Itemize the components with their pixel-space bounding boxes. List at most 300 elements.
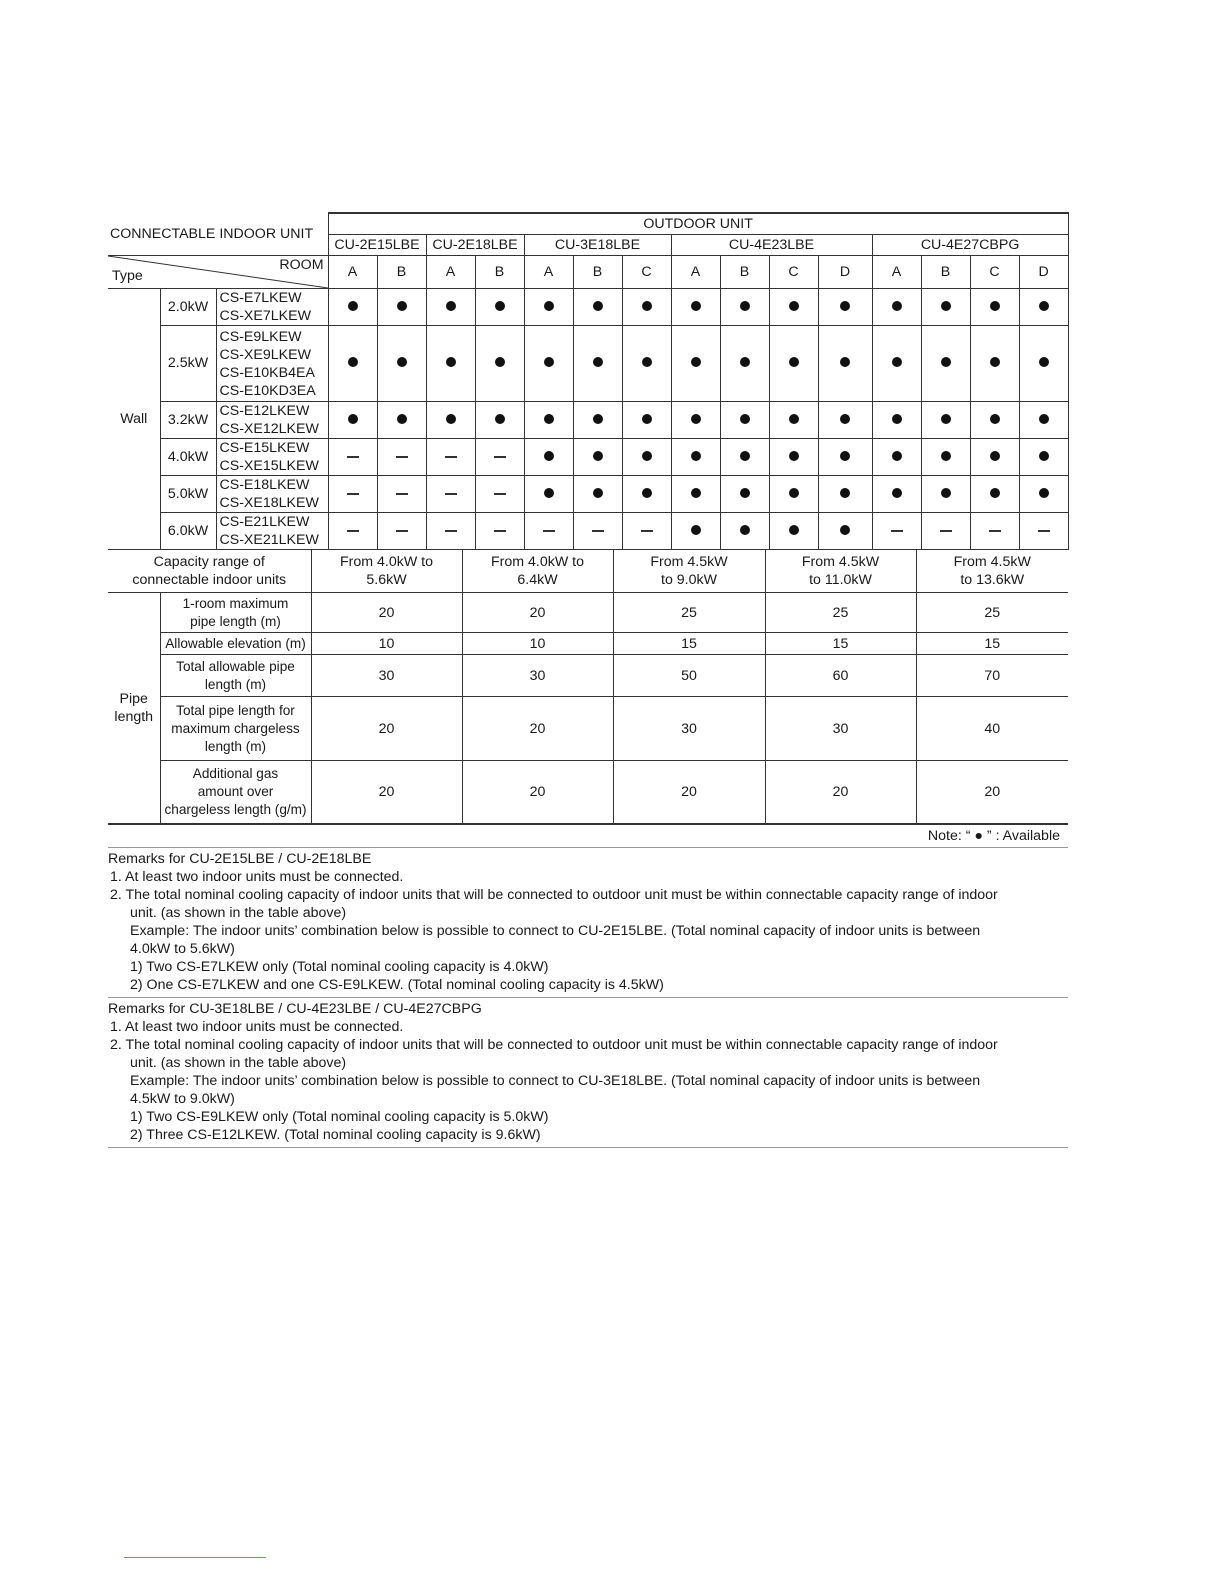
unavailable-dash-icon <box>347 456 359 458</box>
available-cell <box>769 289 818 326</box>
available-dot-icon <box>642 488 652 498</box>
connectable-units-table <box>108 212 1069 550</box>
capacity-range-label-line: Capacity range of <box>153 554 265 570</box>
room-letter: B <box>921 256 970 289</box>
indoor-model-cell <box>216 439 328 476</box>
capacity-range-cell <box>916 550 1068 593</box>
available-dot-icon <box>397 301 407 311</box>
table-row <box>108 402 1068 439</box>
available-dot-icon <box>990 301 1000 311</box>
capacity-range-cell <box>462 550 613 593</box>
unavailable-dash-icon <box>592 530 604 532</box>
room-letter: B <box>573 256 622 289</box>
available-dot-icon <box>990 488 1000 498</box>
available-cell <box>1019 439 1068 476</box>
remark-line: 2. The total nominal cooling capacity of indoor units that will be connected to outdoor unit must be within connectable capacity range of indoor <box>110 887 998 903</box>
pipe-value-cell: 10 <box>311 633 462 655</box>
remark-example: 4.0kW to 5.6kW) <box>130 941 235 957</box>
unavailable-cell <box>377 476 426 513</box>
pipe-value-cell: 20 <box>311 761 462 824</box>
available-dot-icon <box>691 414 701 424</box>
unavailable-dash-icon <box>347 493 359 495</box>
pipe-parameter-label-line: amount over <box>197 784 274 799</box>
pipe-value-cell: 40 <box>916 697 1068 761</box>
available-dot-icon <box>990 357 1000 367</box>
available-cell <box>671 402 720 439</box>
available-cell <box>921 402 970 439</box>
outdoor-model-4: CU-4E23LBE <box>671 235 872 256</box>
outdoor-model-2: CU-2E18LBE <box>426 235 524 256</box>
available-cell <box>622 289 671 326</box>
unavailable-cell <box>872 513 921 550</box>
available-dot-icon <box>593 414 603 424</box>
room-letter: A <box>872 256 921 289</box>
available-cell <box>1019 402 1068 439</box>
pipe-value-cell: 20 <box>311 697 462 761</box>
available-dot-icon <box>740 451 750 461</box>
availability-note: Note: “ ● ” : Available <box>108 824 1068 848</box>
available-cell <box>622 476 671 513</box>
available-dot-icon <box>740 488 750 498</box>
available-cell <box>769 513 818 550</box>
available-cell <box>377 402 426 439</box>
pipe-parameter-label <box>160 633 311 655</box>
pipe-value-cell: 25 <box>765 593 916 633</box>
indoor-model-name: CS-E10KB4EA <box>219 364 315 381</box>
pipe-length-label-line: Pipe <box>119 691 148 707</box>
available-cell <box>524 439 573 476</box>
unavailable-dash-icon <box>396 456 408 458</box>
available-dot-icon <box>495 357 505 367</box>
room-letter: B <box>377 256 426 289</box>
available-cell <box>573 402 622 439</box>
pipe-parameter-label <box>160 655 311 697</box>
pipe-value-cell: 25 <box>916 593 1068 633</box>
pipe-value-cell: 30 <box>462 655 613 697</box>
available-dot-icon <box>593 488 603 498</box>
available-cell <box>818 476 872 513</box>
indoor-model-name: CS-XE12LKEW <box>219 421 319 437</box>
remarks-block-1 <box>108 848 1068 998</box>
pipe-row <box>108 697 1068 761</box>
available-dot-icon <box>1039 301 1049 311</box>
available-dot-icon <box>840 525 850 535</box>
pipe-row <box>108 593 1068 633</box>
unavailable-cell <box>921 513 970 550</box>
pipe-length-group-label <box>108 593 160 824</box>
unavailable-dash-icon <box>989 530 1001 532</box>
available-cell <box>524 476 573 513</box>
remarks-title: Remarks for CU-3E18LBE / CU-4E23LBE / CU-4E27CBPG <box>108 1001 482 1017</box>
available-dot-icon <box>990 414 1000 424</box>
available-dot-icon <box>691 488 701 498</box>
available-dot-icon <box>495 301 505 311</box>
available-cell <box>872 289 921 326</box>
table-row <box>108 439 1068 476</box>
available-dot-icon <box>593 357 603 367</box>
unavailable-dash-icon <box>494 456 506 458</box>
available-cell <box>573 439 622 476</box>
indoor-model-cell <box>216 402 328 439</box>
available-dot-icon <box>544 414 554 424</box>
document-sheet <box>108 212 1068 1148</box>
unavailable-dash-icon <box>347 530 359 532</box>
pipe-value-cell: 20 <box>462 593 613 633</box>
remark-example: Example: The indoor units’ combination below is possible to connect to CU-3E18LBE. (Total nominal capacity of indoor units is between <box>130 1073 981 1089</box>
indoor-model-name: CS-E21LKEW <box>219 514 310 530</box>
capacity-range-line: From 4.5kW <box>650 554 728 570</box>
pipe-parameter-label-line: pipe length (m) <box>190 613 281 629</box>
indoor-model-name: CS-E18LKEW <box>219 477 310 493</box>
available-dot-icon <box>593 451 603 461</box>
available-cell <box>818 513 872 550</box>
unavailable-cell <box>426 476 475 513</box>
pipe-parameter-label <box>160 697 311 761</box>
indoor-model-cell <box>216 476 328 513</box>
unavailable-dash-icon <box>891 530 903 532</box>
outdoor-model-3: CU-3E18LBE <box>524 235 671 256</box>
pipe-value-cell: 50 <box>613 655 765 697</box>
indoor-model-name: CS-E9LKEW <box>219 328 302 345</box>
available-cell <box>573 326 622 402</box>
capacity-range-row <box>108 550 1068 593</box>
pipe-value-cell: 20 <box>613 761 765 824</box>
available-dot-icon <box>789 525 799 535</box>
pipe-value-cell: 10 <box>462 633 613 655</box>
room-letter: A <box>426 256 475 289</box>
available-dot-icon <box>892 301 902 311</box>
available-dot-icon <box>691 357 701 367</box>
available-dot-icon <box>544 488 554 498</box>
room-letter: D <box>1019 256 1068 289</box>
pipe-value-cell: 15 <box>613 633 765 655</box>
unavailable-dash-icon <box>940 530 952 532</box>
table-row <box>108 476 1068 513</box>
footer-link-underline <box>124 1557 266 1558</box>
remark-example: 4.5kW to 9.0kW) <box>130 1091 235 1107</box>
available-cell <box>622 326 671 402</box>
available-dot-icon <box>840 301 850 311</box>
unavailable-cell <box>475 513 524 550</box>
room-letter: C <box>622 256 671 289</box>
available-dot-icon <box>544 301 554 311</box>
remark-case: 1) Two CS-E9LKEW only (Total nominal cooling capacity is 5.0kW) <box>130 1109 549 1125</box>
available-cell <box>818 326 872 402</box>
available-cell <box>671 513 720 550</box>
available-dot-icon <box>593 301 603 311</box>
unavailable-dash-icon <box>396 493 408 495</box>
available-dot-icon <box>840 488 850 498</box>
available-dot-icon <box>740 414 750 424</box>
available-dot-icon <box>789 488 799 498</box>
available-cell <box>872 402 921 439</box>
unavailable-dash-icon <box>1038 530 1050 532</box>
unavailable-cell <box>426 439 475 476</box>
available-dot-icon <box>941 301 951 311</box>
capacity-range-line: From 4.5kW <box>953 554 1031 570</box>
indoor-model-name: CS-XE15LKEW <box>219 458 319 474</box>
indoor-model-name: CS-E15LKEW <box>219 440 310 456</box>
available-cell <box>524 289 573 326</box>
outdoor-model-5: CU-4E27CBPG <box>872 235 1068 256</box>
unavailable-dash-icon <box>641 530 653 532</box>
available-dot-icon <box>642 451 652 461</box>
available-cell <box>970 476 1019 513</box>
indoor-model-name: CS-E7LKEW <box>219 290 302 306</box>
pipe-value-cell: 30 <box>613 697 765 761</box>
available-cell <box>769 476 818 513</box>
indoor-unit-header: CONNECTABLE INDOOR UNIT <box>108 213 328 256</box>
pipe-row <box>108 655 1068 697</box>
available-cell <box>524 326 573 402</box>
room-label: ROOM <box>279 257 324 273</box>
indoor-model-cell <box>216 513 328 550</box>
pipe-parameter-label-line: Allowable elevation (m) <box>165 635 306 651</box>
available-dot-icon <box>941 357 951 367</box>
pipe-parameter-label-line: 1-room maximum <box>182 595 289 611</box>
unavailable-dash-icon <box>396 530 408 532</box>
available-cell <box>426 402 475 439</box>
available-dot-icon <box>446 301 456 311</box>
available-cell <box>328 326 377 402</box>
unavailable-cell <box>622 513 671 550</box>
wall-type-label: Wall <box>108 289 160 550</box>
available-dot-icon <box>348 414 358 424</box>
available-dot-icon <box>941 414 951 424</box>
outdoor-model-1: CU-2E15LBE <box>328 235 426 256</box>
room-letter: A <box>671 256 720 289</box>
pipe-parameter-label-line: chargeless length (g/m) <box>164 802 307 817</box>
room-letter: C <box>970 256 1019 289</box>
indoor-model-name: CS-XE7LKEW <box>219 308 311 324</box>
available-cell <box>377 289 426 326</box>
unavailable-cell <box>970 513 1019 550</box>
indoor-model-name: CS-XE18LKEW <box>219 495 319 511</box>
available-dot-icon <box>348 301 358 311</box>
available-dot-icon <box>892 357 902 367</box>
available-dot-icon <box>789 451 799 461</box>
available-dot-icon <box>397 357 407 367</box>
capacity-range-line: From 4.5kW <box>801 554 880 570</box>
remark-line: unit. (as shown in the table above) <box>130 1055 347 1071</box>
available-cell <box>671 476 720 513</box>
capacity-cell: 6.0kW <box>160 513 216 550</box>
available-cell <box>622 402 671 439</box>
pipe-parameter-label-line: maximum chargeless <box>171 720 300 736</box>
available-dot-icon <box>348 357 358 367</box>
available-cell <box>573 476 622 513</box>
available-cell <box>720 439 769 476</box>
pipe-value-cell: 60 <box>765 655 916 697</box>
available-cell <box>475 289 524 326</box>
available-cell <box>720 513 769 550</box>
available-cell <box>426 289 475 326</box>
unavailable-dash-icon <box>445 456 457 458</box>
capacity-range-line: to 13.6kW <box>960 572 1025 588</box>
room-letter: A <box>524 256 573 289</box>
available-dot-icon <box>740 525 750 535</box>
unavailable-cell <box>328 439 377 476</box>
available-cell <box>671 326 720 402</box>
pipe-parameter-label-line: Total pipe length for <box>176 702 295 718</box>
room-letter: B <box>720 256 769 289</box>
capacity-cell: 4.0kW <box>160 439 216 476</box>
type-label: Type <box>112 268 143 284</box>
indoor-model-cell <box>216 326 328 402</box>
remark-case: 2) Three CS-E12LKEW. (Total nominal cooling capacity is 9.6kW) <box>130 1127 541 1143</box>
available-cell <box>1019 289 1068 326</box>
outdoor-unit-header: OUTDOOR UNIT <box>328 213 1068 235</box>
indoor-model-cell <box>216 289 328 326</box>
available-dot-icon <box>892 451 902 461</box>
remark-case: 1) Two CS-E7LKEW only (Total nominal cooling capacity is 4.0kW) <box>130 959 549 975</box>
remark-line: 2. The total nominal cooling capacity of indoor units that will be connected to outdoor unit must be within connectable capacity range of indoor <box>110 1037 998 1053</box>
unavailable-dash-icon <box>494 493 506 495</box>
pipe-parameter-label-line: length (m) <box>204 738 267 754</box>
remark-example: Example: The indoor units’ combination below is possible to connect to CU-2E15LBE. (Total nominal capacity of indoor units is between <box>130 923 981 939</box>
indoor-model-name: CS-XE9LKEW <box>219 346 311 363</box>
pipe-parameter-label <box>160 761 311 824</box>
available-cell <box>720 326 769 402</box>
available-cell <box>475 326 524 402</box>
available-cell <box>921 439 970 476</box>
pipe-value-cell: 20 <box>916 761 1068 824</box>
unavailable-dash-icon <box>445 493 457 495</box>
available-cell <box>818 439 872 476</box>
available-cell <box>671 289 720 326</box>
unavailable-dash-icon <box>543 530 555 532</box>
pipe-parameter-label-line: Total allowable pipe <box>176 658 295 674</box>
capacity-range-line: to 11.0kW <box>809 572 872 588</box>
room-letter: A <box>328 256 377 289</box>
unavailable-dash-icon <box>494 530 506 532</box>
available-dot-icon <box>840 414 850 424</box>
available-dot-icon <box>840 357 850 367</box>
available-dot-icon <box>642 357 652 367</box>
indoor-model-name: CS-XE21LKEW <box>219 532 319 548</box>
remarks-title: Remarks for CU-2E15LBE / CU-2E18LBE <box>108 851 372 867</box>
available-cell <box>1019 476 1068 513</box>
capacity-cell: 5.0kW <box>160 476 216 513</box>
pipe-value-cell: 70 <box>916 655 1068 697</box>
unavailable-cell <box>573 513 622 550</box>
available-cell <box>970 439 1019 476</box>
pipe-value-cell: 15 <box>916 633 1068 655</box>
unavailable-cell <box>328 476 377 513</box>
available-dot-icon <box>789 414 799 424</box>
available-cell <box>921 476 970 513</box>
available-dot-icon <box>1039 488 1049 498</box>
capacity-cell: 2.0kW <box>160 289 216 326</box>
available-dot-icon <box>1039 451 1049 461</box>
available-cell <box>769 326 818 402</box>
available-cell <box>573 289 622 326</box>
remark-line: 1. At least two indoor units must be connected. <box>110 869 404 885</box>
available-cell <box>328 289 377 326</box>
pipe-parameter-label-line: Additional gas <box>192 766 279 781</box>
available-cell <box>720 402 769 439</box>
available-dot-icon <box>1039 414 1049 424</box>
available-dot-icon <box>892 414 902 424</box>
capacity-range-cell <box>311 550 462 593</box>
available-dot-icon <box>544 357 554 367</box>
available-cell <box>970 402 1019 439</box>
unavailable-cell <box>328 513 377 550</box>
available-dot-icon <box>1039 357 1049 367</box>
available-cell <box>872 326 921 402</box>
available-cell <box>426 326 475 402</box>
remark-line: unit. (as shown in the table above) <box>130 905 347 921</box>
remark-line: 1. At least two indoor units must be connected. <box>110 1019 404 1035</box>
available-dot-icon <box>691 525 701 535</box>
available-dot-icon <box>789 357 799 367</box>
available-cell <box>921 289 970 326</box>
available-cell <box>524 402 573 439</box>
capacity-cell: 3.2kW <box>160 402 216 439</box>
available-dot-icon <box>740 357 750 367</box>
available-dot-icon <box>397 414 407 424</box>
unavailable-cell <box>377 439 426 476</box>
available-dot-icon <box>642 414 652 424</box>
pipe-value-cell: 20 <box>462 697 613 761</box>
type-room-diagonal-header <box>108 256 328 289</box>
capacity-range-label-line: connectable indoor units <box>132 572 287 588</box>
available-cell <box>872 476 921 513</box>
available-cell <box>328 402 377 439</box>
available-cell <box>720 476 769 513</box>
available-dot-icon <box>941 488 951 498</box>
available-cell <box>921 326 970 402</box>
pipe-value-cell: 15 <box>765 633 916 655</box>
available-cell <box>671 439 720 476</box>
remark-case: 2) One CS-E7LKEW and one CS-E9LKEW. (Total nominal cooling capacity is 4.5kW) <box>130 977 664 993</box>
available-cell <box>377 326 426 402</box>
capacity-range-line: From 4.0kW to <box>490 554 585 570</box>
available-dot-icon <box>740 301 750 311</box>
pipe-length-table <box>108 549 1068 824</box>
capacity-range-cell <box>765 550 916 593</box>
pipe-row <box>108 761 1068 824</box>
unavailable-cell <box>426 513 475 550</box>
available-cell <box>720 289 769 326</box>
capacity-cell: 2.5kW <box>160 326 216 402</box>
available-dot-icon <box>544 451 554 461</box>
available-dot-icon <box>941 451 951 461</box>
room-letter: D <box>818 256 872 289</box>
unavailable-cell <box>475 476 524 513</box>
available-cell <box>872 439 921 476</box>
available-cell <box>769 439 818 476</box>
available-dot-icon <box>495 414 505 424</box>
available-cell <box>769 402 818 439</box>
available-cell <box>970 289 1019 326</box>
pipe-row <box>108 633 1068 655</box>
remarks-block-2 <box>108 998 1068 1148</box>
pipe-length-label-line: length <box>114 709 154 725</box>
unavailable-cell <box>524 513 573 550</box>
available-dot-icon <box>642 301 652 311</box>
available-cell <box>818 402 872 439</box>
available-dot-icon <box>691 301 701 311</box>
pipe-value-cell: 20 <box>765 761 916 824</box>
unavailable-dash-icon <box>445 530 457 532</box>
available-cell <box>970 326 1019 402</box>
pipe-value-cell: 25 <box>613 593 765 633</box>
capacity-range-line: 5.6kW <box>366 572 407 588</box>
unavailable-cell <box>377 513 426 550</box>
capacity-range-line: From 4.0kW to <box>339 554 434 570</box>
available-dot-icon <box>446 357 456 367</box>
